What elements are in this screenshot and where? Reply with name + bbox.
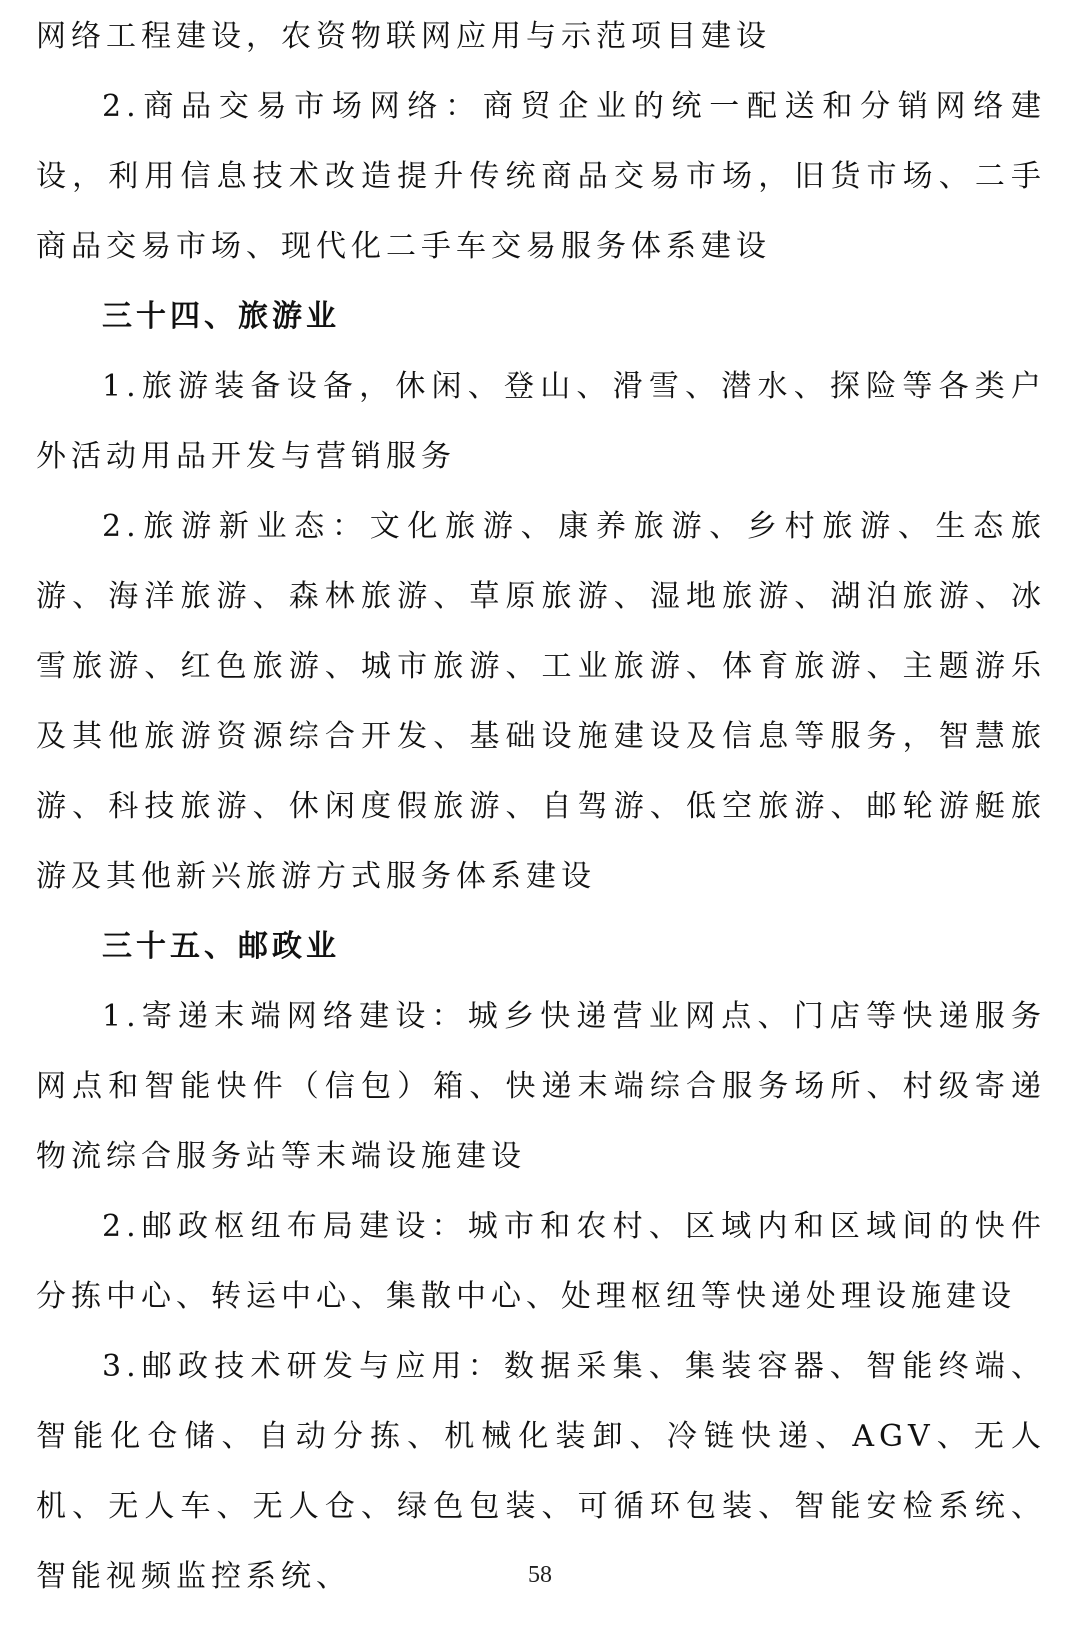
paragraph-postal-hub-layout: 2.邮政枢纽布局建设：城市和农村、区域内和区域间的快件分拣中心、转运中心、集散中心、处理枢纽等快递处理设施建设 bbox=[36, 1209, 1046, 1314]
paragraph-continuation: 网络工程建设，农资物联网应用与示范项目建设 bbox=[36, 19, 771, 54]
document-page bbox=[36, 0, 1046, 1612]
paragraph-delivery-terminal-network: 1.寄递末端网络建设：城乡快递营业网点、门店等快递服务网点和智能快件（信包）箱、快递末端综合服务场所、村级寄递物流综合服务站等末端设施建设 bbox=[36, 999, 1046, 1174]
section-heading-tourism: 三十四、旅游业 bbox=[102, 299, 340, 334]
section-heading-postal: 三十五、邮政业 bbox=[102, 929, 340, 964]
page-number: 58 bbox=[528, 1562, 552, 1588]
paragraph-tourism-equipment: 1.旅游装备设备，休闲、登山、滑雪、潜水、探险等各类户外活动用品开发与营销服务 bbox=[36, 369, 1046, 474]
paragraph-commodity-market-network: 2.商品交易市场网络：商贸企业的统一配送和分销网络建设，利用信息技术改造提升传统商品交易市场，旧货市场、二手商品交易市场、现代化二手车交易服务体系建设 bbox=[36, 89, 1046, 264]
paragraph-tourism-new-formats: 2.旅游新业态：文化旅游、康养旅游、乡村旅游、生态旅游、海洋旅游、森林旅游、草原旅游、湿地旅游、湖泊旅游、冰雪旅游、红色旅游、城市旅游、工业旅游、体育旅游、主题游乐及其他旅游资源综合开发、基础设施建设及信息等服务，智慧旅游、科技旅游、休闲度假旅游、自驾游、低空旅游、邮轮游艇旅游及其他新兴旅游方式服务体系建设 bbox=[36, 509, 1046, 894]
paragraph-postal-technology: 3.邮政技术研发与应用：数据采集、集装容器、智能终端、智能化仓储、自动分拣、机械化装卸、冷链快递、AGV、无人机、无人车、无人仓、绿色包装、可循环包装、智能安检系统、智能视频监控系统、 bbox=[36, 1349, 1046, 1594]
